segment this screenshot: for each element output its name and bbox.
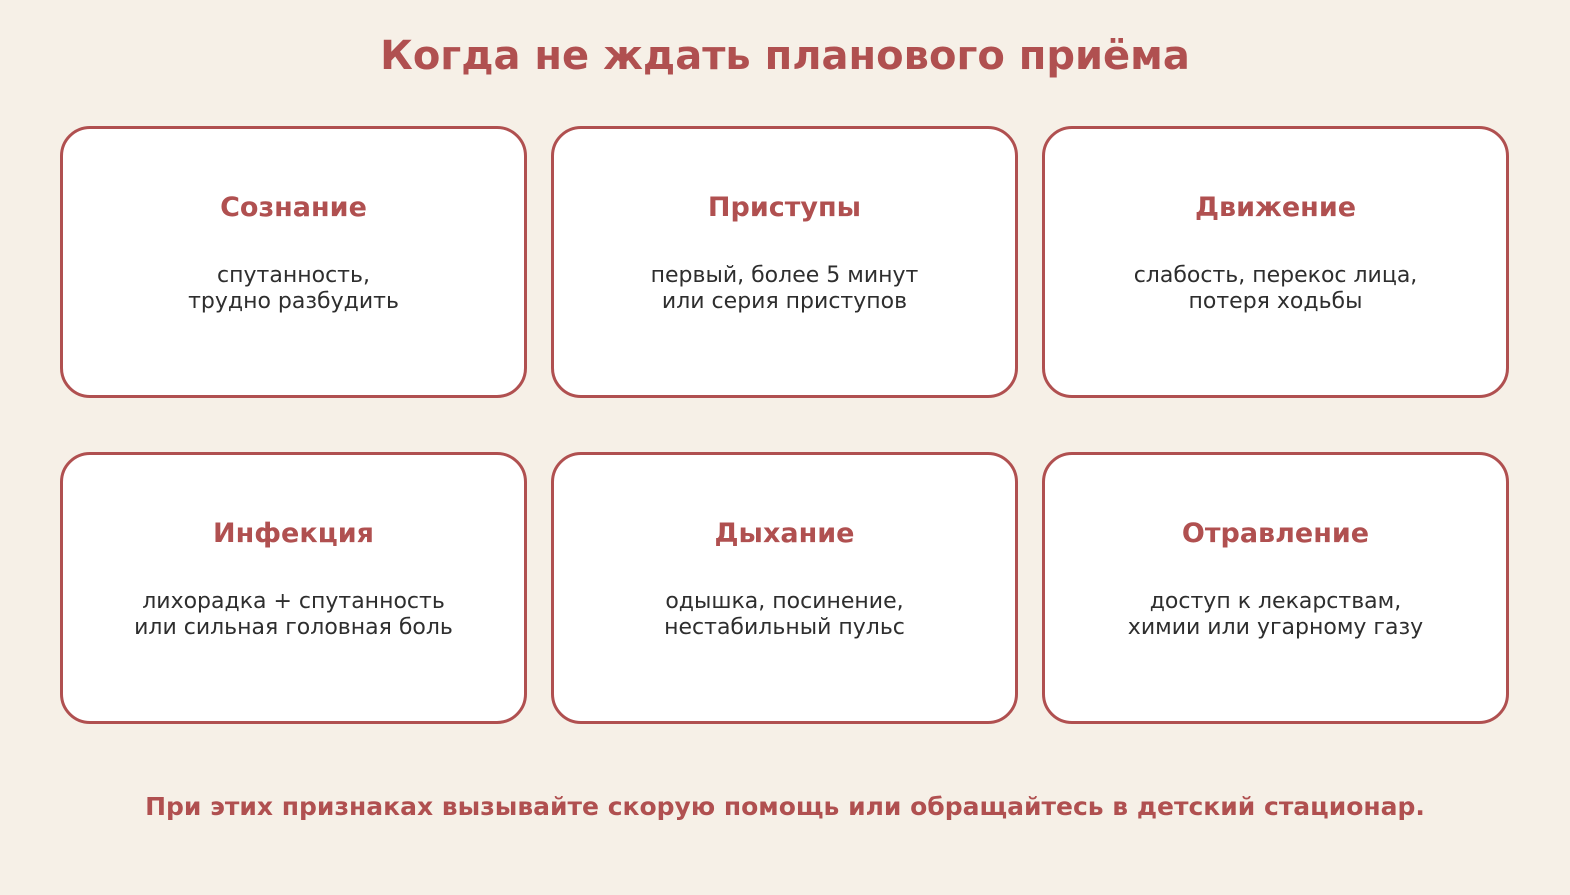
card-description-line: химии или угарному газу <box>1127 615 1424 640</box>
card-title: Дыхание <box>714 518 855 549</box>
card-title: Приступы <box>707 192 862 223</box>
card-description <box>1045 263 1506 315</box>
card-description-line: трудно разбудить <box>188 289 399 314</box>
card-description <box>63 263 524 315</box>
card-description <box>1045 589 1506 641</box>
card-title: Сознание <box>220 192 367 223</box>
page-title: Когда не ждать планового приёма <box>380 33 1190 79</box>
card-description-line: или серия приступов <box>661 289 908 314</box>
card-description <box>63 589 524 641</box>
card-poisoning <box>1042 452 1509 724</box>
card-description <box>554 263 1015 315</box>
card-description-line: или сильная головная боль <box>134 615 453 640</box>
card-breathing <box>551 452 1018 724</box>
card-title: Движение <box>1194 192 1357 223</box>
card-description-line: одышка, посинение, <box>665 589 904 614</box>
card-movement <box>1042 126 1509 398</box>
card-title: Отравление <box>1181 518 1370 549</box>
card-description <box>554 589 1015 641</box>
footer-note: При этих признаках вызывайте скорую помощь или обращайтесь в детский стационар. <box>145 792 1425 821</box>
card-consciousness <box>60 126 527 398</box>
card-seizures <box>551 126 1018 398</box>
card-title: Инфекция <box>213 518 374 549</box>
card-description-line: первый, более 5 минут <box>650 263 919 288</box>
card-description-line: нестабильный пульс <box>664 615 905 640</box>
card-description-line: слабость, перекос лица, <box>1133 263 1418 288</box>
card-description-line: спутанность, <box>217 263 370 288</box>
warning-cards-grid <box>60 126 1510 724</box>
card-description-line: лихорадка + спутанность <box>142 589 445 614</box>
card-infection <box>60 452 527 724</box>
card-description-line: потеря ходьбы <box>1188 289 1363 314</box>
card-description-line: доступ к лекарствам, <box>1149 589 1402 614</box>
